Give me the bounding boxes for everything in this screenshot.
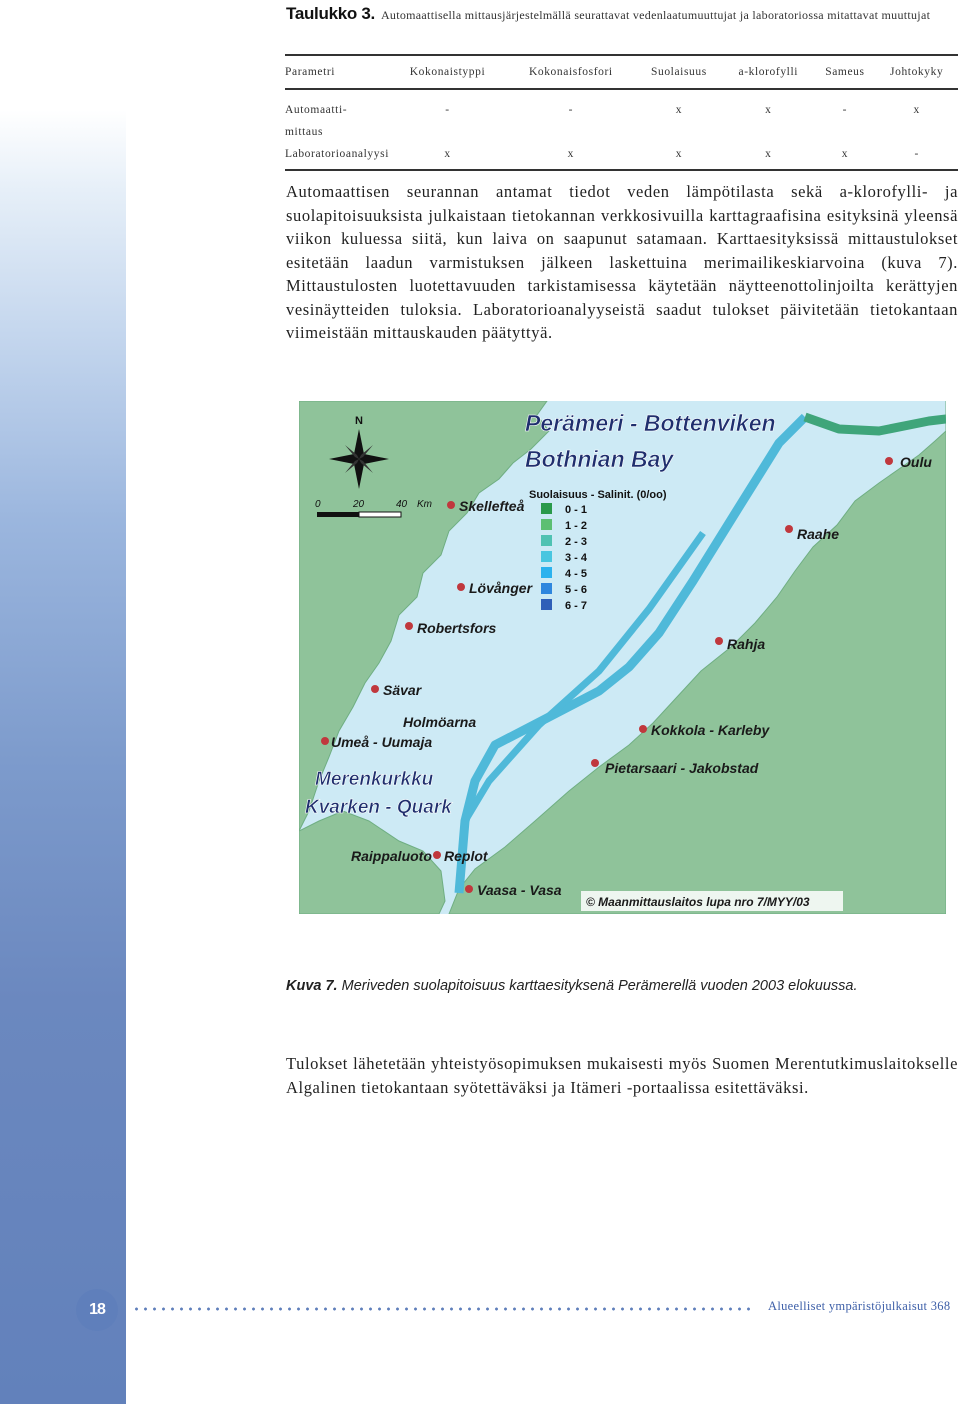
legend-label: 2 - 3 [565,536,588,548]
table-cell: - [445,104,450,116]
legend-label: 6 - 7 [565,600,588,612]
table-caption-label: Taulukko 3. [286,4,375,23]
table-header-cell: a-klorofylli [722,55,814,89]
legend-swatch [541,567,552,578]
place-label-holmoarna: Holmöarna [403,714,477,730]
table-header-cell: Suolaisuus [636,55,722,89]
table-cell: x [765,104,772,116]
place-label-savar: Sävar [383,682,422,698]
legend-label: 1 - 2 [565,520,588,532]
city-dot [785,525,793,533]
table-header-cell: Kokonaisfosfori [506,55,636,89]
legend-label: 4 - 5 [565,568,588,580]
page-number-badge: 18 [76,1289,118,1331]
city-dot [465,885,473,893]
table-caption [286,2,958,27]
legend-label: 3 - 4 [565,552,588,564]
scale-label: Km [417,499,432,510]
scale-bar-segment [359,512,401,517]
map-title-line2: Bothnian Bay [525,446,674,472]
table-row [285,143,958,170]
legend-label: 0 - 1 [565,504,588,516]
legend-swatch [541,583,552,594]
table-cell: x [722,143,814,170]
place-label-replot: Replot [444,848,488,864]
city-dot [371,685,379,693]
place-label-oulu: Oulu [900,454,932,470]
legend-swatch [541,535,552,546]
place-label-skelleftea: Skellefteå [459,498,525,514]
table-cell: - [568,104,574,116]
legend-swatch [541,551,552,562]
map-copyright: © Maanmittauslaitos lupa nro 7/MYY/03 [586,895,810,909]
table-cell: x [389,143,506,170]
table-cell: x [913,104,920,116]
city-dot [885,457,893,465]
place-label-pietarsaari: Pietarsaari - Jakobstad [605,760,759,776]
scale-label: 40 [396,499,408,510]
table-header-cell: Kokonaistyppi [389,55,506,89]
table-cell: - [842,104,848,116]
city-dot [321,737,329,745]
footer-series-title: Alueelliset ympäristöjulkaisut 368 [768,1299,951,1313]
city-dot [715,637,723,645]
figure-caption [286,978,857,994]
legend-label: 5 - 6 [565,584,588,596]
figure-caption-label: Kuva 7. [286,978,338,994]
region-label-kvarken: Kvarken - Quark [305,797,452,818]
place-label-rahja: Rahja [727,636,766,652]
parameter-table [285,54,958,171]
parameter-table-container [285,54,958,171]
region-label-merenkurkku: Merenkurkku [315,769,434,790]
table-caption-text: Automaattisella mittausjärjestelmällä seurattavat vedenlaatumuuttujat ja laboratoriossa mitattavat muuttujat [380,8,931,22]
legend-swatch [541,519,552,530]
table-cell: x [506,143,636,170]
city-dot [457,583,465,591]
city-dot [591,759,599,767]
body-paragraph-1: Automaattisen seurannan antamat tiedot veden lämpötilasta sekä a-klorofylli- ja suolapitoisuuksista julkaistaan tietokannan verkkosivuilla karttagraafisina esityksinä yleensä viikon kuluessa siitä, kun laiva on saapunut satamaan. Karttaesityksissä mittaustulokset esitetään laadun varmistuksen jälkeen laskettuina merimailikeskiarvoina (kuva 7). Mittaustulosten luotettavuuden tarkistamisessa käytetään näytteenottolinjoilta kerättyjen vesinäytteiden tuloksia. Laboratorioanalyyseistä saadut tulokset päivitetään tietokantaan viimeistään mittauskauden päätyttyä. [286,182,958,342]
city-dot [639,725,647,733]
place-label-lovanger: Lövånger [469,580,533,596]
legend-swatch [541,599,552,610]
place-label-umea: Umeå - Uumaja [331,734,433,750]
scale-bar-segment [317,512,359,517]
salinity-map [299,401,946,914]
city-dot [433,851,441,859]
table-header-row [285,55,958,89]
page-sidebar-gradient [0,0,126,1404]
table-cell: - [875,143,958,170]
table-header-cell: Johtokyky [875,55,958,89]
table-cell: x [675,104,683,116]
table-row [285,89,958,143]
table-cell: Automaatti- mittaus [285,104,348,138]
north-label: N [355,415,363,427]
place-label-raippaluoto: Raippaluoto [351,848,432,864]
table-header-cell: Parametri [285,55,389,89]
place-label-vaasa: Vaasa - Vasa [477,882,562,898]
scale-label: 0 [315,499,321,510]
figure-caption-text: Meriveden suolapitoisuus karttaesityksenä Perämerellä vuoden 2003 elokuussa. [341,978,858,994]
legend-swatch [541,503,552,514]
table-header-cell: Sameus [814,55,875,89]
legend-title: Suolaisuus - Salinit. (0/oo) [529,489,667,501]
footer-dotted-rule [132,1307,752,1311]
city-dot [405,622,413,630]
table-cell: Laboratorioanalyysi [285,143,389,170]
scale-label: 20 [353,499,365,510]
table-cell: x [636,143,722,170]
place-label-robertsfors: Robertsfors [417,620,497,636]
body-paragraph-2: Tulokset lähetetään yhteistyösopimuksen mukaisesti myös Suomen Merentutkimuslaitokselle Algalinen tietokantaan syötettäväksi ja Itämeri -portaalissa esitettäväksi. [286,1054,958,1097]
place-label-kokkola: Kokkola - Karleby [651,722,770,738]
table-cell: x [814,143,875,170]
city-dot [447,501,455,509]
map-title-line1: Perämeri - Bottenviken [525,410,776,436]
place-label-raahe: Raahe [797,526,840,542]
